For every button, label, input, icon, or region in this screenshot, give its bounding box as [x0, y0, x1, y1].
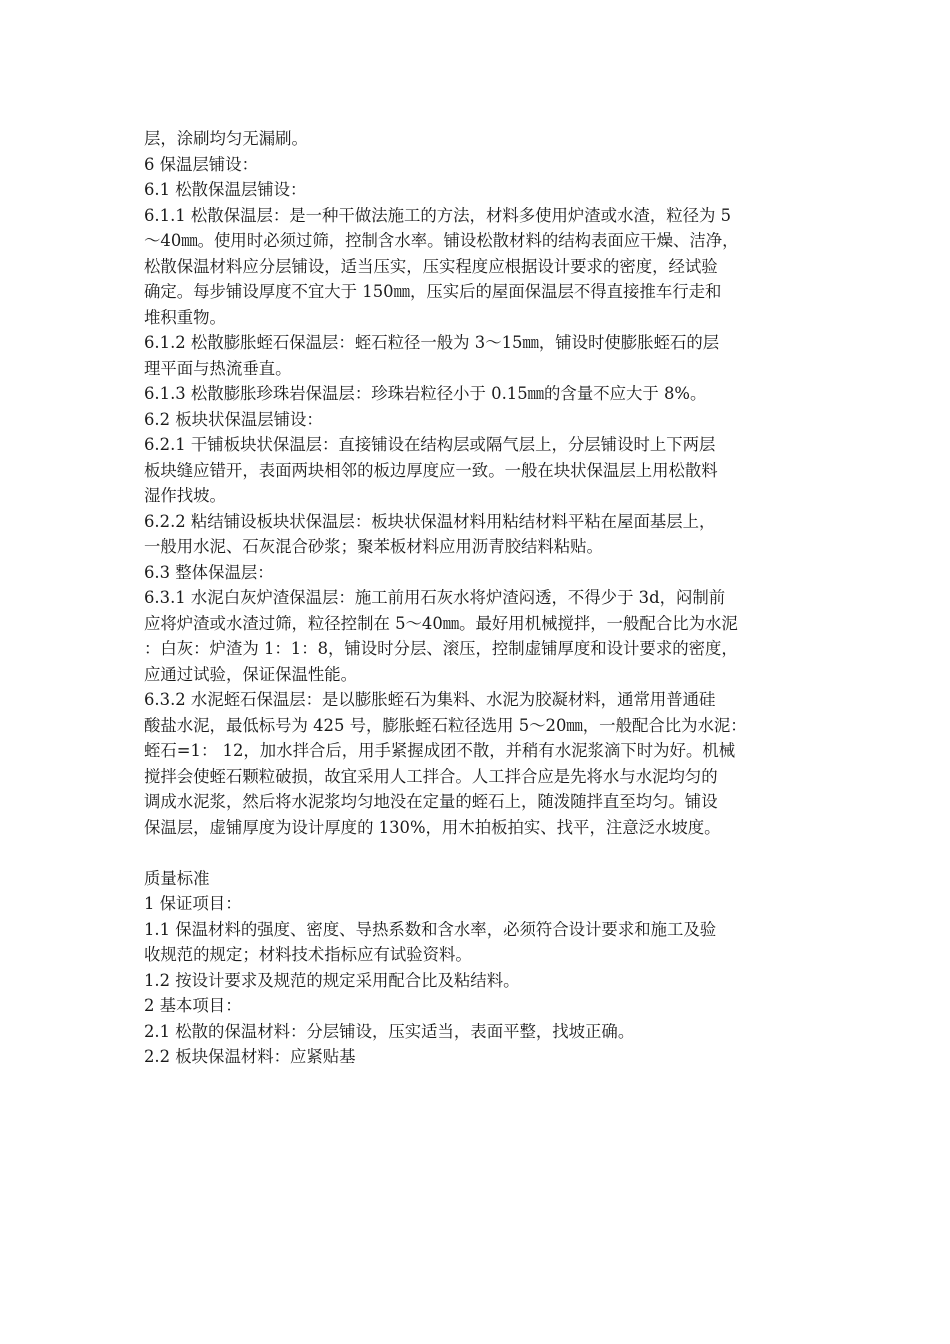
text-line: 层，涂刷均匀无漏刷。 — [144, 129, 308, 148]
text-line: 确定。每步铺设厚度不宜大于 150㎜，压实后的屋面保温层不得直接推车行走和 — [144, 282, 722, 301]
text-line: 6.1.2 松散膨胀蛭石保温层：蛭石粒径一般为 3～15㎜，铺设时使膨胀蛭石的层 — [144, 333, 720, 352]
text-line: 湿作找坡。 — [144, 486, 226, 505]
text-line: 收规范的规定；材料技术指标应有试验资料。 — [144, 945, 472, 964]
text-line: 6 保温层铺设： — [144, 154, 258, 174]
text-line: 1.1 保温材料的强度、密度、导热系数和含水率，必须符合设计要求和施工及验 — [144, 919, 717, 939]
text-line: 应将炉渣或水渣过筛，粒径控制在 5～40㎜。最好用机械搅拌，一般配合比为水泥 — [144, 613, 738, 633]
text-line: 质量标准 — [144, 868, 210, 888]
text-line: 1.2 按设计要求及规范的规定采用配合比及粘结料。 — [144, 970, 520, 990]
text-line: 蛭石=1： 12，加水拌合后，用手紧握成团不散，并稍有水泥浆滴下时为好。机械 — [144, 741, 736, 760]
text-line: 6.2.2 粘结铺设板块状保温层：板块状保温材料用粘结材料平粘在屋面基层上， — [144, 511, 716, 531]
text-line: 应通过试验，保证保温性能。 — [144, 664, 358, 684]
text-line: ～40㎜。使用时必须过筛，控制含水率。铺设松散材料的结构表面应干燥、洁净， — [144, 231, 739, 250]
text-line: 6.3 整体保温层： — [144, 562, 274, 582]
document-body-text — [144, 126, 812, 1070]
text-line: 酸盐水泥，最低标号为 425 号，膨胀蛭石粒径选用 5～20㎜，一般配合比为水泥： — [144, 715, 747, 735]
text-line: 堆积重物。 — [144, 307, 226, 327]
text-line: 6.1.3 松散膨胀珍珠岩保温层：珍珠岩粒径小于 0.15㎜的含量不应大于 8%。 — [144, 384, 707, 403]
text-line: 6.1.1 松散保温层：是一种干做法施工的方法，材料多使用炉渣或水渣，粒径为 5 — [144, 205, 732, 225]
text-line: 6.2 板块状保温层铺设： — [144, 409, 323, 429]
text-line: 板块缝应错开，表面两块相邻的板边厚度应一致。一般在块状保温层上用松散料 — [144, 460, 718, 480]
text-line: 6.3.1 水泥白灰炉渣保温层：施工前用石灰水将炉渣闷透，不得少于 3d，闷制前 — [144, 588, 726, 607]
text-line: 6.1 松散保温层铺设： — [144, 180, 307, 199]
text-line: 2 基本项目： — [144, 996, 242, 1015]
text-line: 一般用水泥、石灰混合砂浆；聚苯板材料应用沥青胶结料粘贴。 — [144, 537, 603, 556]
text-line: 1 保证项目： — [144, 894, 242, 913]
text-line: 保温层，虚铺厚度为设计厚度的 130%，用木拍板拍实、找平，注意泛水坡度。 — [144, 817, 721, 837]
text-line: 松散保温材料应分层铺设，适当压实，压实程度应根据设计要求的密度，经试验 — [144, 256, 718, 276]
text-line: 6.2.1 干铺板块状保温层：直接铺设在结构层或隔气层上，分层铺设时上下两层 — [144, 435, 716, 454]
text-line: 6.3.2 水泥蛭石保温层：是以膨胀蛭石为集料、水泥为胶凝材料，通常用普通硅 — [144, 690, 716, 709]
text-line: 调成水泥浆，然后将水泥浆均匀地没在定量的蛭石上，随泼随拌直至均匀。铺设 — [144, 792, 718, 811]
text-line: 2.2 板块保温材料：应紧贴基 — [144, 1047, 356, 1066]
blank-line — [144, 840, 812, 866]
text-line: 理平面与热流垂直。 — [144, 358, 292, 378]
text-line: ：白灰：炉渣为 1：1：8，铺设时分层、滚压，控制虚铺厚度和设计要求的密度， — [144, 639, 738, 658]
text-line: 搅拌会使蛭石颗粒破损，故宜采用人工拌合。人工拌合应是先将水与水泥均匀的 — [144, 766, 718, 786]
text-line: 2.1 松散的保温材料：分层铺设，压实适当，表面平整，找坡正确。 — [144, 1021, 635, 1041]
